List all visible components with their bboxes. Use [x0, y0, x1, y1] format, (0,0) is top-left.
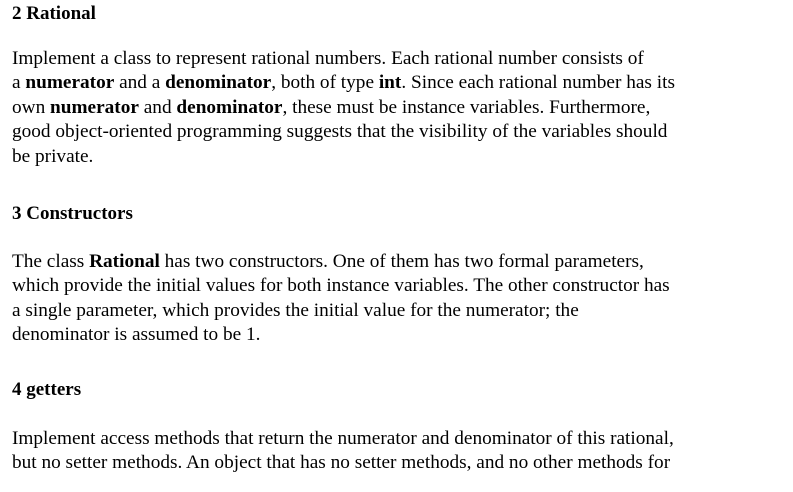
bold-term: numerator: [50, 96, 139, 118]
text-run: but no setter methods. An object that has no setter methods, and no other methods for: [12, 452, 671, 474]
text-line: [12, 47, 675, 71]
bold-term: int: [378, 72, 402, 94]
text-line: [12, 274, 670, 298]
text-run: which provide the initial values for both instance variables. The other constructor has: [12, 275, 670, 297]
section-paragraph-getters: [12, 427, 674, 476]
section-heading-getters: 4 getters: [12, 379, 82, 400]
text-run: , both of type: [271, 72, 379, 94]
text-run: and: [138, 96, 177, 118]
text-run: The class: [12, 251, 90, 272]
text-run: good object-oriented programming suggests that the visibility of the variables should: [12, 121, 668, 143]
bold-term: denominator: [176, 96, 283, 118]
bold-term: denominator: [165, 72, 272, 94]
text-run: own: [12, 96, 51, 118]
bold-term: Rational: [89, 251, 160, 272]
text-line: [12, 120, 675, 144]
text-line: [12, 299, 670, 323]
text-line: [12, 250, 670, 274]
text-line: [12, 323, 670, 347]
text-run: be private.: [12, 145, 94, 167]
text-run: Implement access methods that return the numerator and denominator of this rational,: [12, 428, 674, 449]
text-run: , these must be instance variables. Furthermore,: [282, 96, 651, 118]
text-line: [12, 145, 675, 169]
text-run: a single parameter, which provides the initial value for the numerator; the: [12, 299, 579, 321]
bold-term: numerator: [25, 72, 115, 94]
text-run: Implement a class to represent rational numbers. Each rational number consists of: [12, 48, 644, 69]
text-run: and a: [114, 72, 166, 94]
section-paragraph-constructors: [12, 250, 670, 348]
section-heading-constructors: 3 Constructors: [12, 203, 133, 224]
text-run: . Since each rational number has its: [401, 72, 675, 94]
text-run: has two constructors. One of them has two formal parameters,: [159, 251, 644, 272]
section-heading-rational: 2 Rational: [12, 3, 96, 24]
text-line: [12, 427, 674, 451]
text-run: a: [12, 72, 26, 94]
text-line: [12, 71, 675, 95]
text-run: denominator is assumed to be 1.: [12, 324, 261, 346]
text-line: [12, 96, 675, 120]
section-paragraph-rational: [12, 47, 675, 169]
text-line: [12, 451, 674, 475]
